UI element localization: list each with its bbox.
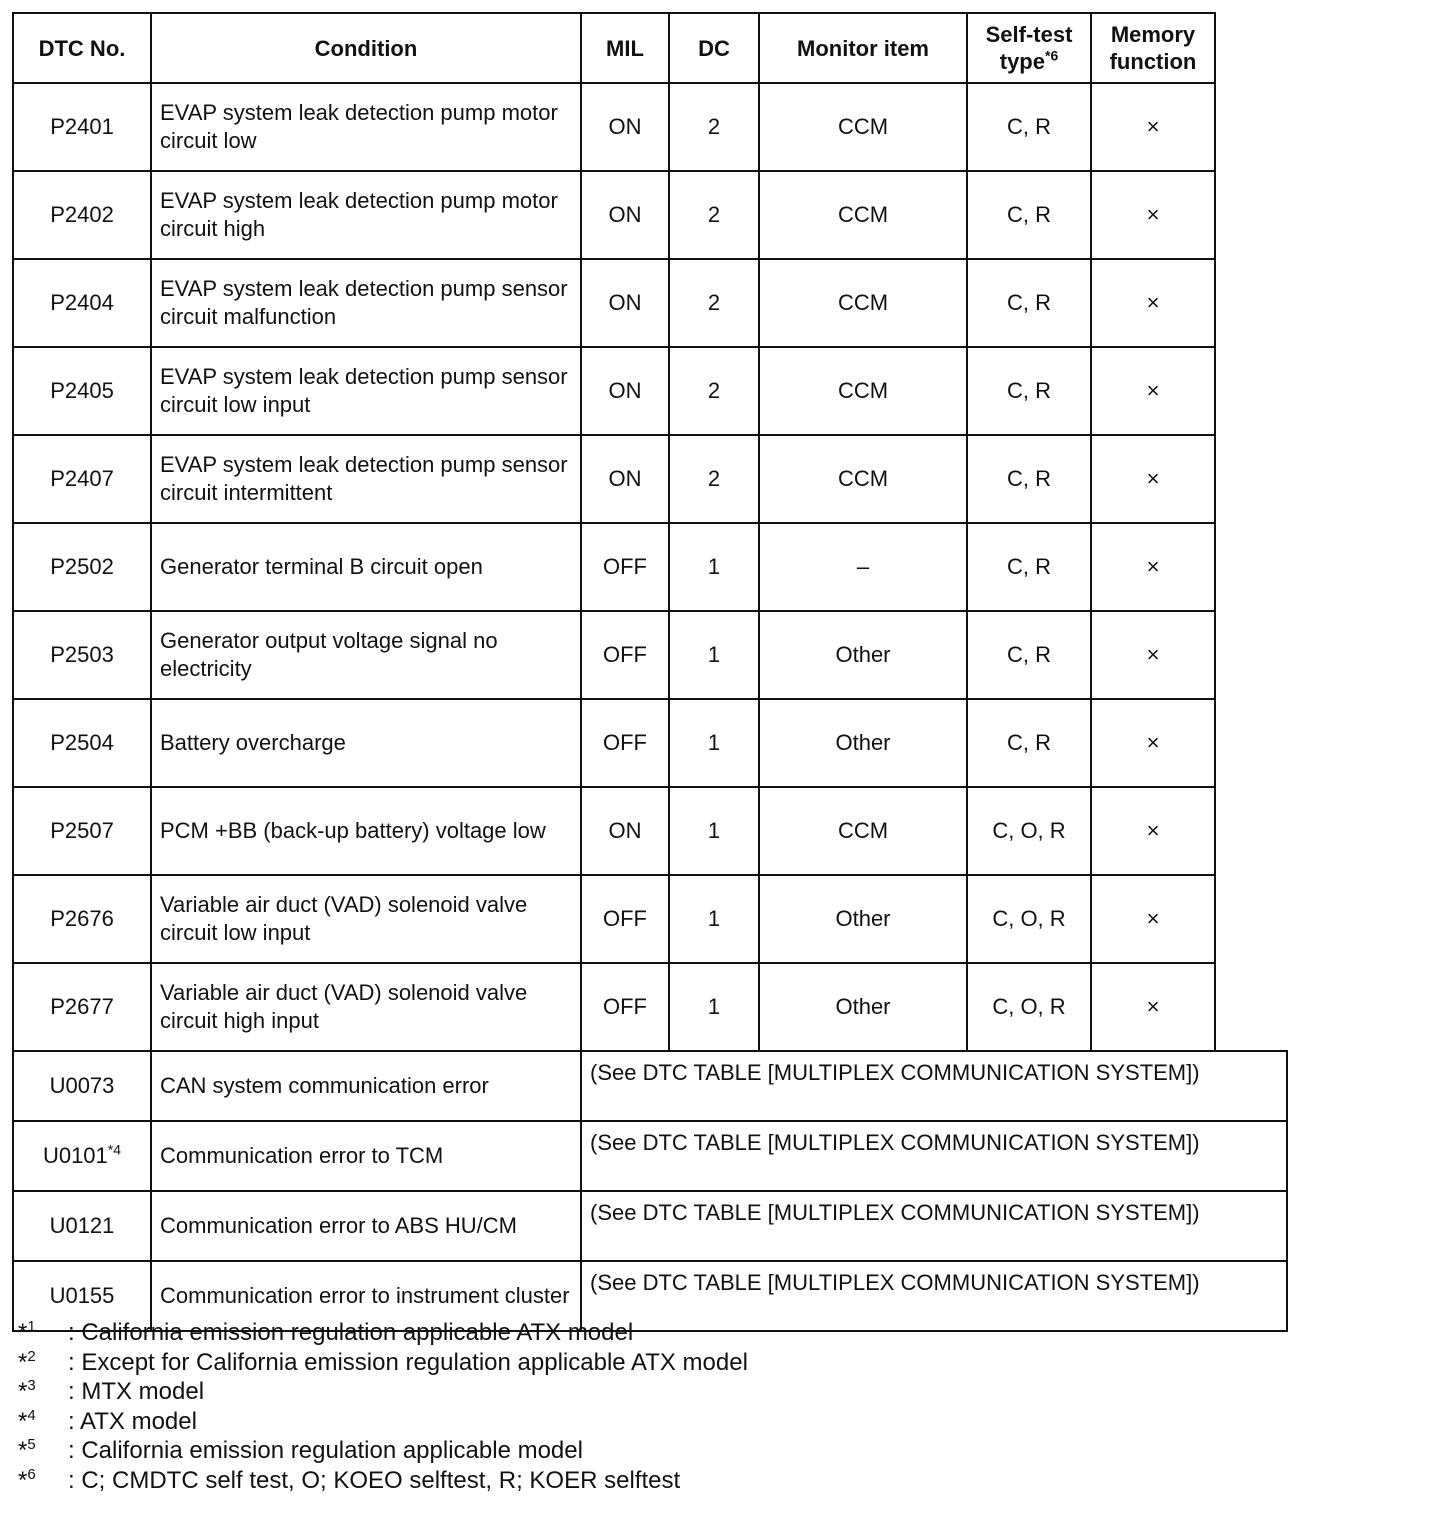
dtc-code: U0101 [42,1143,108,1168]
table-row [13,611,1287,699]
footnote-text: : ATX model [68,1407,197,1435]
footnote-text: : MTX model [68,1378,205,1405]
monitor-item-cell: CCM [759,83,967,171]
see-reference-cell: (See DTC TABLE [MULTIPLEX COMMUNICATION SYSTEM]) [581,1261,1287,1331]
dtc-code-cell [13,1121,151,1191]
monitor-item-cell: Other [759,699,967,787]
footnote-star: * [18,1466,28,1494]
condition-cell: Variable air duct (VAD) solenoid valve circuit high input [151,963,581,1051]
memory-function-cell: × [1091,963,1215,1051]
monitor-item-cell: CCM [759,347,967,435]
condition-cell: Communication error to ABS HU/CM [151,1191,581,1261]
header-self-test-label: Self-test type [985,22,1073,74]
monitor-item-cell: CCM [759,171,967,259]
dc-cell: 1 [669,787,759,875]
footnote-ref [18,1407,68,1437]
condition-cell: EVAP system leak detection pump motor circuit low [151,83,581,171]
dtc-footnote-ref: *4 [107,1141,122,1158]
table-row [13,523,1287,611]
mil-cell: ON [581,787,669,875]
monitor-item-cell: Other [759,611,967,699]
footnote-star: * [18,1407,28,1435]
header-memory-function [1091,13,1215,83]
dc-cell: 2 [669,259,759,347]
dtc-code-cell: P2404 [13,259,151,347]
footnote-number: 6 [27,1465,36,1483]
self-test-type-cell: C, R [967,347,1091,435]
header-self-test-type [967,13,1091,83]
table-row [13,787,1287,875]
table-row [13,83,1287,171]
self-test-type-cell: C, O, R [967,875,1091,963]
monitor-item-cell: CCM [759,787,967,875]
self-test-type-cell: C, R [967,523,1091,611]
blank-cell [1215,787,1287,875]
mil-cell: OFF [581,875,669,963]
table-row [13,1051,1287,1121]
footnote-number: 2 [27,1347,36,1365]
dtc-code: U0155 [49,1283,115,1308]
blank-cell [1215,963,1287,1051]
header-dtc: DTC No. [13,13,151,83]
self-test-type-cell: C, R [967,699,1091,787]
footnote [18,1407,748,1437]
condition-cell: Variable air duct (VAD) solenoid valve circuit low input [151,875,581,963]
monitor-item-cell: – [759,523,967,611]
dtc-code-cell: P2676 [13,875,151,963]
dc-cell: 1 [669,699,759,787]
footnote-number: 5 [27,1436,36,1453]
footnote-text: : California emission regulation applicable model [68,1437,583,1464]
mil-cell: ON [581,435,669,523]
header-memory-line2: function [1109,49,1197,74]
footnote-text: : California emission regulation applicable ATX model [68,1319,634,1346]
see-reference-cell: (See DTC TABLE [MULTIPLEX COMMUNICATION SYSTEM]) [581,1051,1287,1121]
table-header-row [13,13,1287,83]
table-row [13,435,1287,523]
dc-cell: 2 [669,83,759,171]
condition-cell: Generator terminal B circuit open [151,523,581,611]
header-condition: Condition [151,13,581,83]
memory-function-cell: × [1091,83,1215,171]
condition-cell: EVAP system leak detection pump sensor circuit low input [151,347,581,435]
header-dc: DC [669,13,759,83]
mil-cell: ON [581,347,669,435]
self-test-type-cell: C, R [967,435,1091,523]
see-reference-cell: (See DTC TABLE [MULTIPLEX COMMUNICATION SYSTEM]) [581,1191,1287,1261]
condition-cell: Communication error to TCM [151,1121,581,1191]
memory-function-cell: × [1091,787,1215,875]
dc-cell: 1 [669,611,759,699]
condition-cell: EVAP system leak detection pump sensor circuit intermittent [151,435,581,523]
table-row [13,875,1287,963]
memory-function-cell: × [1091,875,1215,963]
footnote-ref [18,1466,68,1496]
self-test-type-cell: C, R [967,259,1091,347]
dc-cell: 1 [669,875,759,963]
monitor-item-cell: Other [759,875,967,963]
mil-cell: ON [581,83,669,171]
monitor-item-cell: Other [759,963,967,1051]
dtc-code-cell [13,1191,151,1261]
dtc-code-cell: P2401 [13,83,151,171]
footnote [18,1436,748,1466]
condition-cell: PCM +BB (back-up battery) voltage low [151,787,581,875]
table-row [13,1121,1287,1191]
memory-function-cell: × [1091,347,1215,435]
dtc-code-cell: P2504 [13,699,151,787]
mil-cell: OFF [581,523,669,611]
footnote-text: : C; CMDTC self test, O; KOEO selftest, R; KOER selftest [68,1466,681,1494]
dc-cell: 2 [669,435,759,523]
self-test-type-cell: C, O, R [967,963,1091,1051]
footnote-star: * [18,1348,28,1376]
dc-cell: 1 [669,963,759,1051]
dtc-code: U0121 [49,1213,115,1238]
dc-cell: 2 [669,347,759,435]
footnote [18,1466,748,1496]
blank-cell [1215,435,1287,523]
condition-cell: EVAP system leak detection pump motor circuit high [151,171,581,259]
mil-cell: OFF [581,699,669,787]
table-body [13,83,1287,1331]
blank-cell [1215,171,1287,259]
footnotes [18,1318,748,1495]
mil-cell: OFF [581,963,669,1051]
memory-function-cell: × [1091,171,1215,259]
footnote-star: * [18,1437,28,1464]
footnote [18,1348,748,1378]
mil-cell: ON [581,259,669,347]
condition-cell: CAN system communication error [151,1051,581,1121]
dtc-code-cell: P2407 [13,435,151,523]
dtc-table [12,12,1288,1332]
table-row [13,963,1287,1051]
header-monitor-item: Monitor item [759,13,967,83]
dtc-code-cell: P2405 [13,347,151,435]
table-row [13,259,1287,347]
memory-function-cell: × [1091,611,1215,699]
dtc-code-cell: P2502 [13,523,151,611]
blank-cell [1215,259,1287,347]
table-row [13,347,1287,435]
see-reference-cell: (See DTC TABLE [MULTIPLEX COMMUNICATION SYSTEM]) [581,1121,1287,1191]
dtc-code-cell: P2402 [13,171,151,259]
table-row [13,1191,1287,1261]
header-mil: MIL [581,13,669,83]
footnote-text: : Except for California emission regulation applicable ATX model [68,1348,748,1376]
blank-cell [1215,523,1287,611]
dtc-code-cell [13,1051,151,1121]
blank-cell [1215,875,1287,963]
dtc-code-cell: P2677 [13,963,151,1051]
condition-cell: Battery overcharge [151,699,581,787]
table-row [13,699,1287,787]
footnote-ref [18,1436,68,1466]
dtc-code: U0073 [49,1073,115,1098]
blank-cell [1215,83,1287,171]
self-test-type-cell: C, R [967,171,1091,259]
footnote-star: * [18,1378,28,1405]
footnote-ref [18,1377,68,1407]
self-test-type-cell: C, R [967,83,1091,171]
monitor-item-cell: CCM [759,259,967,347]
blank-cell [1215,611,1287,699]
blank-cell [1215,699,1287,787]
monitor-item-cell: CCM [759,435,967,523]
header-memory-line1: Memory [1110,22,1196,47]
table-row [13,171,1287,259]
footnote-ref [18,1318,68,1348]
self-test-type-cell: C, O, R [967,787,1091,875]
mil-cell: ON [581,171,669,259]
footnote-number: 3 [27,1377,36,1394]
condition-cell: EVAP system leak detection pump sensor circuit malfunction [151,259,581,347]
header-self-test-footnote-ref: *6 [1045,47,1059,64]
condition-cell: Communication error to instrument cluster [151,1261,581,1331]
footnote-number: 1 [27,1318,36,1335]
footnote-star: * [18,1319,28,1346]
footnote [18,1318,748,1348]
footnote-ref [18,1348,68,1378]
memory-function-cell: × [1091,435,1215,523]
blank-cell [1215,347,1287,435]
dc-cell: 2 [669,171,759,259]
dtc-code-cell: P2503 [13,611,151,699]
footnote-number: 4 [27,1406,36,1424]
memory-function-cell: × [1091,259,1215,347]
footnote [18,1377,748,1407]
condition-cell: Generator output voltage signal no electricity [151,611,581,699]
memory-function-cell: × [1091,699,1215,787]
blank-cell [1215,13,1287,83]
self-test-type-cell: C, R [967,611,1091,699]
mil-cell: OFF [581,611,669,699]
memory-function-cell: × [1091,523,1215,611]
dc-cell: 1 [669,523,759,611]
dtc-code-cell: P2507 [13,787,151,875]
